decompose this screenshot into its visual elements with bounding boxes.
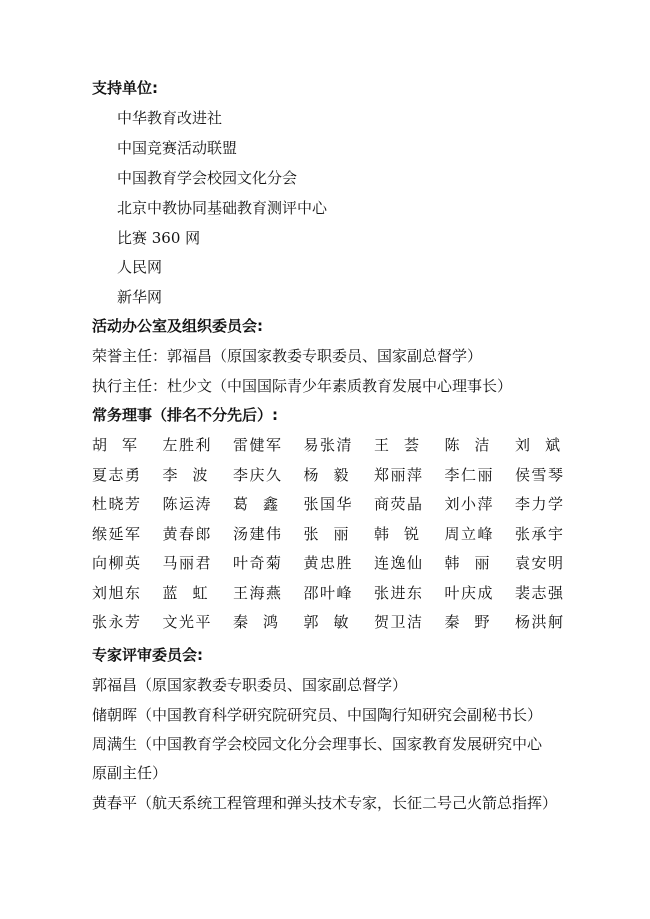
council-row [92, 524, 572, 554]
council-member-name: 王荟 [374, 436, 419, 454]
council-member-name: 商荧晶 [374, 495, 422, 513]
council-member-name: 刘小萍 [444, 495, 493, 513]
support-item: 比赛 360 网 [117, 229, 201, 247]
council-member-name: 刘斌 [515, 436, 560, 454]
council-member-name: 左胜利 [162, 436, 211, 454]
council-member-name: 李波 [162, 465, 208, 484]
council-member-name: 秦鸿 [233, 613, 278, 631]
council-member-name: 李力学 [515, 495, 563, 513]
council-member-name: 周立峰 [444, 524, 493, 543]
council-member-name: 胡军 [92, 436, 137, 454]
council-member-name: 缑延军 [92, 524, 140, 543]
council-member-name: 韩锐 [374, 524, 419, 543]
support-item: 中国竞赛活动联盟 [117, 139, 238, 157]
council-member-name: 李仁丽 [444, 465, 493, 484]
council-member-name: 郑丽萍 [374, 465, 422, 484]
council-row [92, 435, 572, 465]
council-member-name: 贺卫洁 [374, 613, 422, 631]
council-member-name: 王海燕 [233, 583, 281, 602]
council-row [92, 612, 572, 642]
council-member-name: 郭敏 [303, 613, 349, 631]
council-member-name: 马丽君 [162, 554, 211, 572]
council-member-name: 张进东 [374, 583, 422, 602]
expert-line: 黄春平（航天系统工程管理和弹头技术专家，长征二号己火箭总指挥） [92, 794, 558, 812]
council-row [92, 583, 572, 613]
expert-line: 郭福昌（原国家教委专职委员、国家副总督学） [92, 676, 408, 694]
council-member-name: 叶奇菊 [233, 554, 281, 572]
council-row [92, 465, 572, 495]
council-member-name: 汤建伟 [233, 524, 281, 543]
council-member-name: 陈运涛 [162, 495, 211, 513]
expert-line: 储朝晖（中国教育科学研究院研究员、中国陶行知研究会副秘书长） [92, 706, 543, 724]
council-member-name: 蓝虹 [162, 583, 208, 602]
expert-line-continuation: 原副主任） [92, 764, 168, 782]
council-heading: 常务理事（排名不分先后）: [92, 406, 278, 424]
council-member-name: 邵叶峰 [303, 583, 352, 602]
council-member-name: 黄春郎 [162, 524, 211, 543]
council-member-name: 裴志强 [515, 583, 563, 602]
council-member-name: 易张清 [303, 436, 352, 454]
council-member-name: 陈洁 [444, 436, 490, 454]
council-member-name: 杨毅 [303, 465, 349, 484]
council-name-grid [92, 435, 572, 642]
council-member-name: 文光平 [162, 613, 211, 631]
experts-heading: 专家评审委员会: [92, 646, 203, 664]
support-item: 新华网 [117, 288, 163, 306]
council-member-name: 袁安明 [515, 554, 563, 572]
support-item: 中华教育改进社 [117, 109, 223, 127]
honorary-director-line: 荣誉主任：郭福昌（原国家教委专职委员、国家副总督学） [92, 347, 483, 365]
council-member-name: 叶庆成 [444, 583, 493, 602]
council-row [92, 494, 572, 524]
support-item: 中国教育学会校园文化分会 [117, 169, 298, 187]
council-member-name: 张永芳 [92, 613, 140, 631]
council-member-name: 刘旭东 [92, 583, 140, 602]
council-member-name: 杨洪舸 [515, 613, 563, 631]
council-member-name: 杜晓芳 [92, 495, 140, 513]
council-member-name: 侯雪琴 [515, 465, 563, 484]
council-member-name: 张丽 [303, 524, 349, 543]
council-member-name: 秦野 [444, 613, 490, 631]
council-member-name: 雷健军 [233, 436, 281, 454]
support-item: 北京中教协同基础教育测评中心 [117, 199, 328, 217]
support-heading: 支持单位: [92, 79, 158, 97]
executive-director-line: 执行主任：杜少文（中国国际青少年素质教育发展中心理事长） [92, 377, 513, 395]
council-row [92, 553, 572, 583]
council-member-name: 黄忠胜 [303, 554, 352, 572]
council-member-name: 夏志勇 [92, 465, 140, 484]
council-member-name: 张国华 [303, 495, 352, 513]
council-member-name: 韩丽 [444, 554, 490, 572]
expert-line: 周满生（中国教育学会校园文化分会理事长、国家教育发展研究中心 [92, 735, 543, 753]
council-member-name: 李庆久 [233, 465, 281, 484]
support-item: 人民网 [117, 258, 163, 276]
office-heading: 活动办公室及组织委员会: [92, 317, 263, 335]
council-member-name: 葛鑫 [233, 495, 278, 513]
council-member-name: 向柳英 [92, 554, 140, 572]
council-member-name: 连逸仙 [374, 554, 422, 572]
council-member-name: 张承宇 [515, 524, 563, 543]
